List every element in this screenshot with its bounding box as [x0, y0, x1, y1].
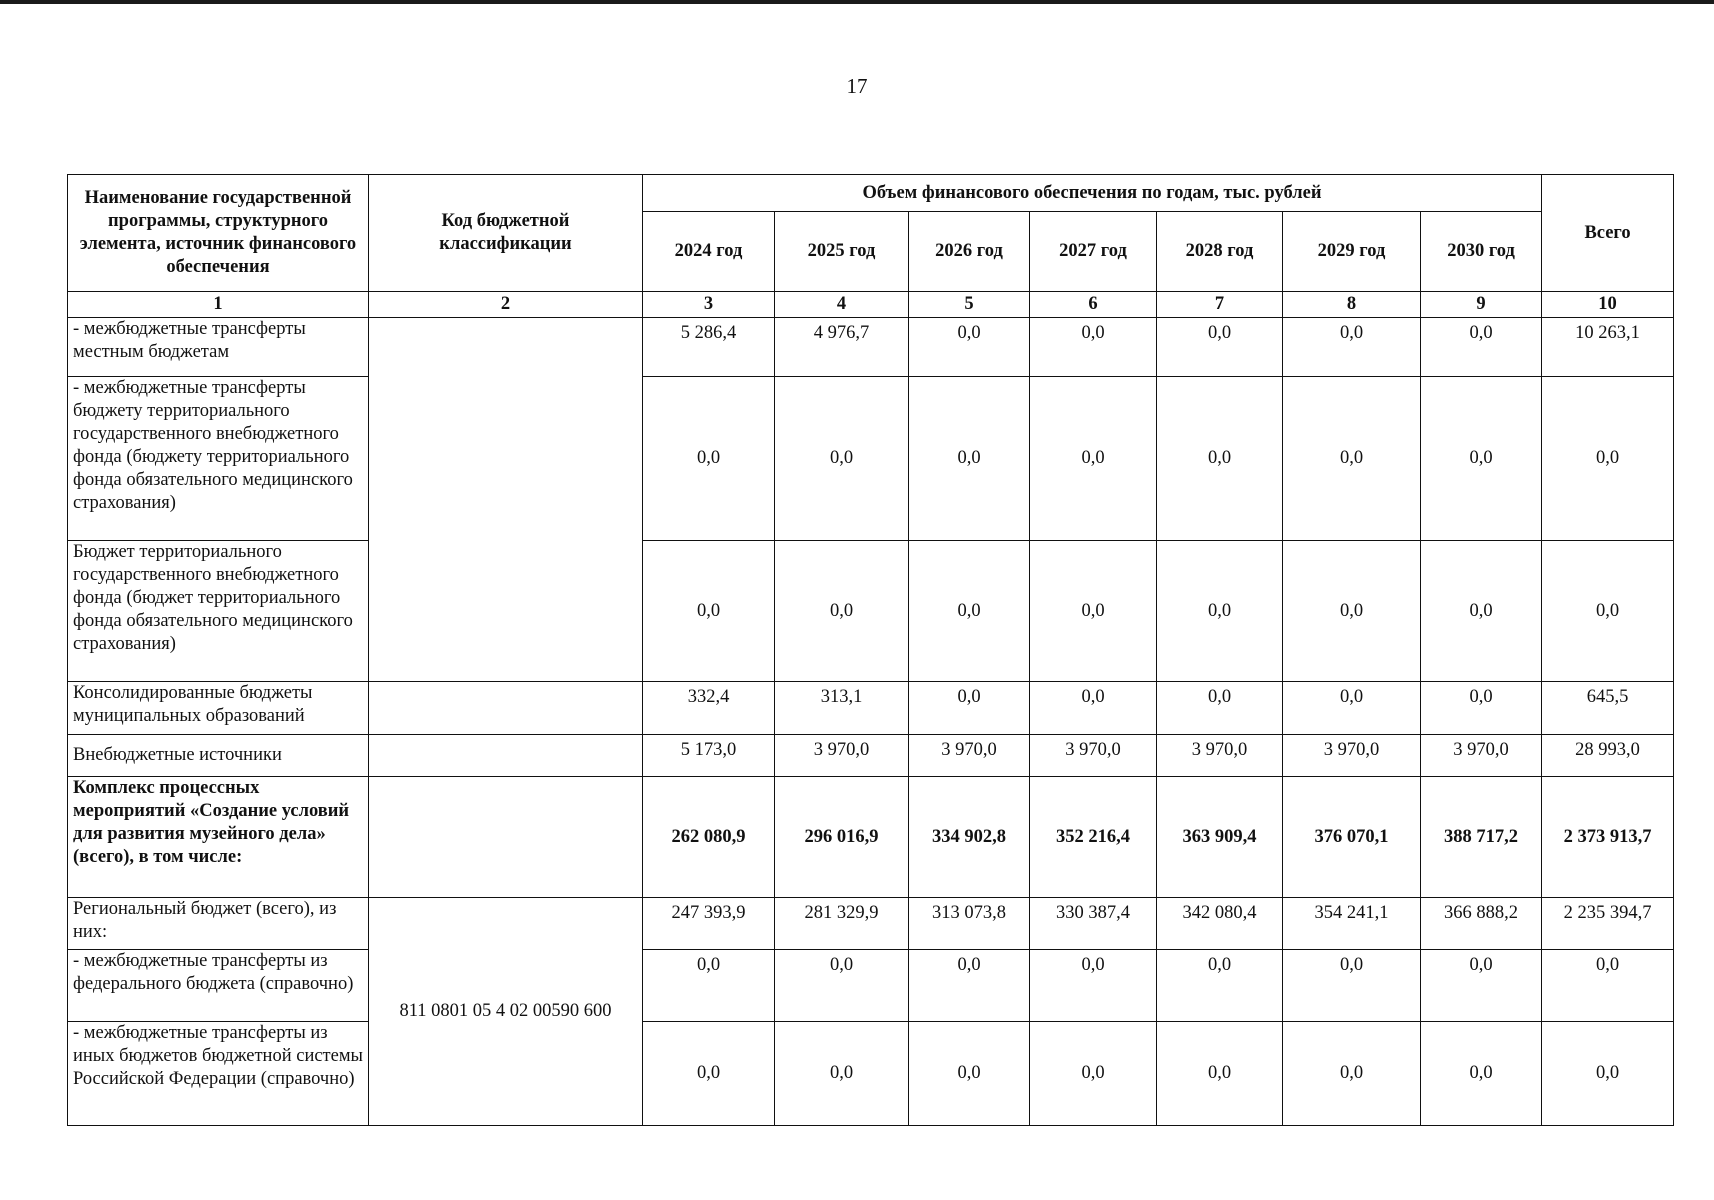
- table-row: [68, 950, 1674, 1022]
- value-cell: 0,0: [1283, 377, 1421, 541]
- total-cell: 0,0: [1542, 541, 1674, 682]
- value-cell: 334 902,8: [909, 777, 1030, 898]
- column-number-row: [68, 292, 1674, 318]
- value-cell: 363 909,4: [1157, 777, 1283, 898]
- header-year-2029: 2029 год: [1283, 212, 1421, 292]
- value-cell: 3 970,0: [1030, 735, 1157, 777]
- col-number: 4: [775, 292, 909, 318]
- financing-table: [67, 174, 1674, 1126]
- value-cell: 0,0: [1421, 541, 1542, 682]
- col-number: 6: [1030, 292, 1157, 318]
- value-cell: 0,0: [909, 682, 1030, 735]
- value-cell: 0,0: [1030, 318, 1157, 377]
- table-row: [68, 898, 1674, 950]
- header-year-2030: 2030 год: [1421, 212, 1542, 292]
- value-cell: 0,0: [775, 541, 909, 682]
- value-cell: 0,0: [909, 377, 1030, 541]
- col-number: 10: [1542, 292, 1674, 318]
- total-cell: 28 993,0: [1542, 735, 1674, 777]
- header-volume: Объем финансового обеспечения по годам, тыс. рублей: [643, 175, 1542, 212]
- value-cell: 313,1: [775, 682, 909, 735]
- row-name: - межбюджетные трансферты из федерального бюджета (справочно): [68, 950, 369, 1022]
- row-name: Комплекс процессных мероприятий «Создание условий для развития музейного дела» (всего), в том числе:: [68, 777, 369, 898]
- value-cell: 0,0: [643, 1022, 775, 1126]
- total-cell: 2 235 394,7: [1542, 898, 1674, 950]
- budget-code-cell-empty: [369, 682, 643, 735]
- value-cell: 0,0: [1283, 950, 1421, 1022]
- table-row: [68, 682, 1674, 735]
- value-cell: 3 970,0: [909, 735, 1030, 777]
- budget-code-cell-empty: [369, 318, 643, 682]
- value-cell: 0,0: [909, 1022, 1030, 1126]
- row-name: Внебюджетные источники: [68, 735, 369, 777]
- header-total: Всего: [1542, 175, 1674, 292]
- value-cell: 0,0: [1421, 377, 1542, 541]
- value-cell: 0,0: [775, 950, 909, 1022]
- value-cell: 0,0: [909, 950, 1030, 1022]
- value-cell: 0,0: [1283, 541, 1421, 682]
- value-cell: 281 329,9: [775, 898, 909, 950]
- table-row: [68, 541, 1674, 682]
- value-cell: 5 173,0: [643, 735, 775, 777]
- value-cell: 342 080,4: [1157, 898, 1283, 950]
- value-cell: 0,0: [1030, 950, 1157, 1022]
- value-cell: 376 070,1: [1283, 777, 1421, 898]
- row-name: - межбюджетные трансферты из иных бюджетов бюджетной системы Российской Федерации (справочно): [68, 1022, 369, 1126]
- value-cell: 0,0: [1157, 377, 1283, 541]
- value-cell: 0,0: [775, 377, 909, 541]
- row-name: Региональный бюджет (всего), из них:: [68, 898, 369, 950]
- value-cell: 3 970,0: [775, 735, 909, 777]
- value-cell: 0,0: [643, 950, 775, 1022]
- page-number: 17: [846, 74, 868, 98]
- table-row: [68, 318, 1674, 377]
- table-row: [68, 735, 1674, 777]
- value-cell: 0,0: [1157, 682, 1283, 735]
- value-cell: 0,0: [1283, 318, 1421, 377]
- budget-code-cell-empty: [369, 777, 643, 898]
- value-cell: 0,0: [909, 541, 1030, 682]
- header-year-2028: 2028 год: [1157, 212, 1283, 292]
- header-code: Код бюджетной классификации: [369, 175, 643, 292]
- value-cell: 0,0: [1030, 541, 1157, 682]
- value-cell: 332,4: [643, 682, 775, 735]
- total-cell: 0,0: [1542, 950, 1674, 1022]
- value-cell: 0,0: [1157, 541, 1283, 682]
- scan-top-edge: [0, 0, 1714, 4]
- row-name: - межбюджетные трансферты местным бюджетам: [68, 318, 369, 377]
- table-row: [68, 377, 1674, 541]
- row-name: - межбюджетные трансферты бюджету территориального государственного внебюджетного фонда (бюджету территориального фонда обязательного медицинского страхования): [68, 377, 369, 541]
- value-cell: 3 970,0: [1157, 735, 1283, 777]
- total-cell: 0,0: [1542, 377, 1674, 541]
- table-row: [68, 777, 1674, 898]
- value-cell: 0,0: [643, 541, 775, 682]
- table-row: [68, 1022, 1674, 1126]
- value-cell: 247 393,9: [643, 898, 775, 950]
- total-cell: 0,0: [1542, 1022, 1674, 1126]
- value-cell: 0,0: [1283, 1022, 1421, 1126]
- value-cell: 0,0: [1157, 318, 1283, 377]
- value-cell: 0,0: [775, 1022, 909, 1126]
- row-name: Консолидированные бюджеты муниципальных образований: [68, 682, 369, 735]
- value-cell: 0,0: [1421, 1022, 1542, 1126]
- value-cell: 0,0: [909, 318, 1030, 377]
- value-cell: 313 073,8: [909, 898, 1030, 950]
- header-year-2024: 2024 год: [643, 212, 775, 292]
- value-cell: 0,0: [1030, 682, 1157, 735]
- col-number: 8: [1283, 292, 1421, 318]
- value-cell: 0,0: [1157, 950, 1283, 1022]
- value-cell: 0,0: [1030, 1022, 1157, 1126]
- col-number: 7: [1157, 292, 1283, 318]
- header-year-2027: 2027 год: [1030, 212, 1157, 292]
- total-cell: 2 373 913,7: [1542, 777, 1674, 898]
- value-cell: 0,0: [1421, 950, 1542, 1022]
- value-cell: 0,0: [643, 377, 775, 541]
- value-cell: 0,0: [1283, 682, 1421, 735]
- budget-code-cell: 811 0801 05 4 02 00590 600: [369, 898, 643, 1126]
- header-year-2026: 2026 год: [909, 212, 1030, 292]
- col-number: 1: [68, 292, 369, 318]
- value-cell: 330 387,4: [1030, 898, 1157, 950]
- col-number: 9: [1421, 292, 1542, 318]
- value-cell: 366 888,2: [1421, 898, 1542, 950]
- value-cell: 296 016,9: [775, 777, 909, 898]
- header-year-2025: 2025 год: [775, 212, 909, 292]
- budget-code-cell-empty: [369, 735, 643, 777]
- value-cell: 4 976,7: [775, 318, 909, 377]
- value-cell: 262 080,9: [643, 777, 775, 898]
- value-cell: 388 717,2: [1421, 777, 1542, 898]
- value-cell: 0,0: [1030, 377, 1157, 541]
- col-number: 3: [643, 292, 775, 318]
- value-cell: 352 216,4: [1030, 777, 1157, 898]
- col-number: 2: [369, 292, 643, 318]
- value-cell: 5 286,4: [643, 318, 775, 377]
- header-name: Наименование государственной программы, структурного элемента, источник финансового обеспечения: [68, 175, 369, 292]
- value-cell: 3 970,0: [1421, 735, 1542, 777]
- value-cell: 0,0: [1421, 318, 1542, 377]
- value-cell: 3 970,0: [1283, 735, 1421, 777]
- total-cell: 10 263,1: [1542, 318, 1674, 377]
- value-cell: 0,0: [1421, 682, 1542, 735]
- value-cell: 0,0: [1157, 1022, 1283, 1126]
- value-cell: 354 241,1: [1283, 898, 1421, 950]
- total-cell: 645,5: [1542, 682, 1674, 735]
- row-name: Бюджет территориального государственного внебюджетного фонда (бюджет территориального фонда обязательного медицинского страхования): [68, 541, 369, 682]
- col-number: 5: [909, 292, 1030, 318]
